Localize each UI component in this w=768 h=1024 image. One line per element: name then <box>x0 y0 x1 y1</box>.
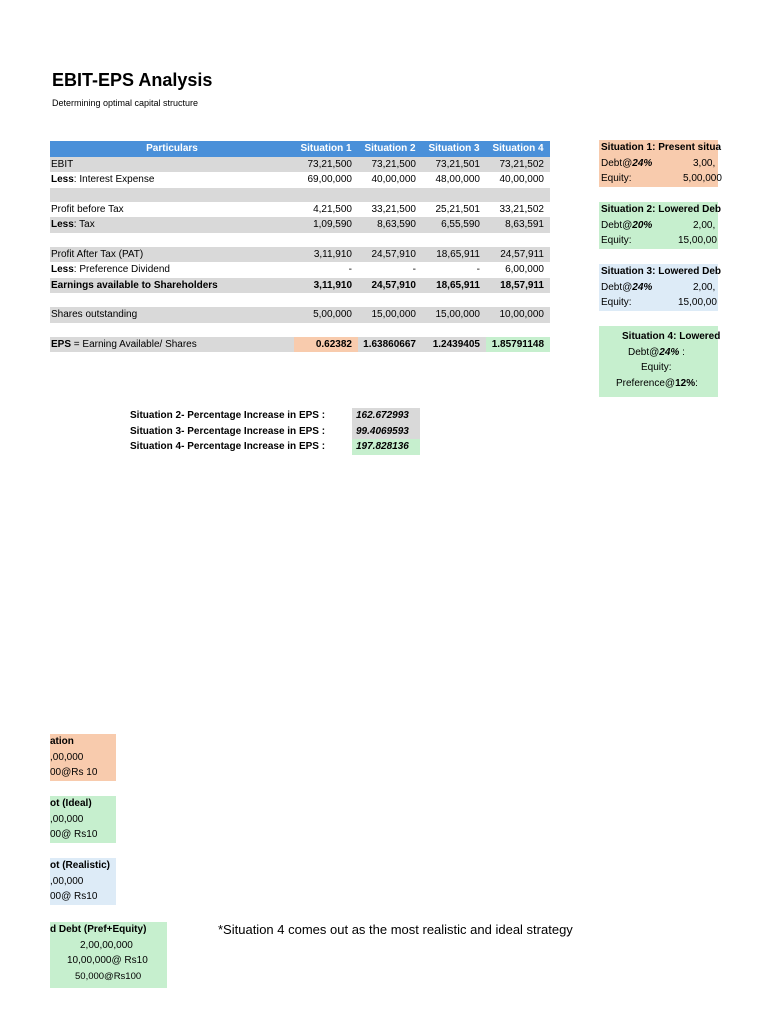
column-header: Situation 4 <box>486 141 550 157</box>
page-title: EBIT-EPS Analysis <box>52 70 213 90</box>
box-equity-line: Equity: 15,00,00 <box>601 235 717 246</box>
table-row-eps <box>50 337 550 353</box>
ebit-eps-table <box>50 141 550 352</box>
table-cell: 6,55,590 <box>422 217 486 233</box>
situation-2-continued-box <box>50 796 116 843</box>
eps-cell: 1.85791148 <box>486 337 550 353</box>
table-cell: 25,21,501 <box>435 203 480 215</box>
table-cell: 73,21,500 <box>358 157 422 173</box>
box-line: 50,000@Rs100 <box>75 970 142 982</box>
row-label: EBIT <box>50 157 294 173</box>
table-cell: 73,21,500 <box>294 157 358 173</box>
column-header: Particulars <box>50 141 294 157</box>
box-line: ,00,000 <box>50 813 84 825</box>
situation-1-continued-box <box>50 734 116 781</box>
table-row-pat <box>50 247 550 263</box>
table-row-blank <box>50 323 550 337</box>
increase-value: 197.828136 <box>352 439 420 455</box>
increase-label: Situation 3- Percentage Increase in EPS : <box>130 425 326 437</box>
table-cell: 18,65,911 <box>422 247 486 263</box>
box-title: d Debt (Pref+Equity) <box>50 924 147 935</box>
increase-label: Situation 2- Percentage Increase in EPS : <box>130 410 326 422</box>
box-line: ,00,000 <box>50 751 84 763</box>
box-equity-line: Equity: <box>641 362 672 373</box>
row-label: Earnings available to Shareholders <box>50 278 294 294</box>
increase-value: 162.672993 <box>352 408 420 424</box>
column-header: Situation 3 <box>422 141 486 157</box>
table-cell: 69,00,000 <box>307 174 352 186</box>
box-preference-line: Preference@12%: <box>616 377 698 389</box>
table-cell: 18,65,911 <box>422 278 486 294</box>
box-title: ot (Realistic) <box>50 860 111 871</box>
row-label: EPS = Earning Available/ Shares <box>50 337 294 353</box>
box-line: 2,00,00,000 <box>80 939 133 951</box>
box-title: Situation 4: Lowered <box>622 331 721 342</box>
row-label: Less: Interest Expense <box>51 174 155 186</box>
situation-4-continued-box <box>50 922 167 988</box>
table-row-blank <box>50 233 550 247</box>
box-equity-line: Equity: 5,00,000 <box>601 173 722 184</box>
increase-row <box>128 408 420 424</box>
table-cell: 40,00,000 <box>371 174 416 186</box>
column-header: Situation 2 <box>358 141 422 157</box>
box-title: Situation 2: Lowered Deb <box>601 204 722 215</box>
situation-3-continued-box <box>50 858 116 905</box>
table-cell: 48,00,000 <box>435 174 480 186</box>
box-debt-line: Debt@24% 2,00, <box>601 281 716 293</box>
increase-label: Situation 4- Percentage Increase in EPS : <box>130 441 326 453</box>
table-cell: 33,21,500 <box>371 203 416 215</box>
table-cell: - <box>348 264 352 276</box>
table-cell: 33,21,502 <box>499 203 544 215</box>
table-cell: 40,00,000 <box>499 174 544 186</box>
increase-row <box>128 439 420 455</box>
table-row-preference-dividend <box>50 262 550 278</box>
table-row-tax <box>50 217 550 233</box>
box-line: ,00,000 <box>50 875 84 887</box>
eps-increase-table <box>128 408 420 455</box>
box-line: 00@ Rs10 <box>50 829 98 840</box>
box-debt-line: Debt@24% : <box>628 346 685 358</box>
box-title: Situation 3: Lowered Deb <box>601 266 722 277</box>
eps-cell: 1.63860667 <box>358 337 422 353</box>
table-cell: 10,00,000 <box>486 307 550 323</box>
table-cell: 1,09,590 <box>294 217 358 233</box>
conclusion-note: *Situation 4 comes out as the most realistic and ideal strategy <box>218 922 573 937</box>
box-line: 10,00,000@ Rs10 <box>67 955 148 966</box>
box-title: ation <box>50 736 74 747</box>
box-debt-line: Debt@20% 2,00, <box>601 219 716 231</box>
situation-1-box <box>599 140 722 187</box>
row-label: Profit before Tax <box>51 203 124 215</box>
table-cell: 73,21,501 <box>422 157 486 173</box>
eps-cell: 1.2439405 <box>422 337 486 353</box>
row-label: Shares outstanding <box>50 307 294 323</box>
box-debt-line: Debt@24% 3,00, <box>601 157 716 169</box>
table-cell: 24,57,910 <box>358 247 422 263</box>
page-subtitle: Determining optimal capital structure <box>52 98 199 108</box>
table-cell: 4,21,500 <box>313 203 352 215</box>
box-title: ot (Ideal) <box>50 798 92 809</box>
table-cell: 73,21,502 <box>486 157 550 173</box>
table-cell: 15,00,000 <box>422 307 486 323</box>
table-row-earnings <box>50 278 550 294</box>
table-cell: 15,00,000 <box>358 307 422 323</box>
situation-4-box <box>599 326 721 397</box>
table-cell: - <box>412 264 416 276</box>
table-cell: 3,11,910 <box>294 278 358 294</box>
box-line: 00@ Rs10 <box>50 891 98 902</box>
table-cell: - <box>476 264 480 276</box>
eps-cell: 0.62382 <box>294 337 358 353</box>
table-cell: 5,00,000 <box>294 307 358 323</box>
box-line: 00@Rs 10 <box>50 767 98 778</box>
situation-3-box <box>599 264 722 311</box>
increase-row <box>128 424 420 440</box>
increase-value: 99.4069593 <box>352 424 420 440</box>
row-label: Profit After Tax (PAT) <box>50 247 294 263</box>
table-header-row <box>50 141 550 157</box>
table-cell: 6,00,000 <box>505 264 544 276</box>
table-cell: 8,63,591 <box>486 217 550 233</box>
table-row-ebit <box>50 157 550 173</box>
table-cell: 8,63,590 <box>358 217 422 233</box>
table-row-blank <box>50 293 550 307</box>
table-cell: 18,57,911 <box>486 278 550 294</box>
row-label: Less: Tax <box>50 217 294 233</box>
row-label: Less: Preference Dividend <box>51 264 170 276</box>
table-cell: 24,57,911 <box>486 247 550 263</box>
box-title: Situation 1: Present situa <box>601 142 722 153</box>
situation-2-box <box>599 202 722 249</box>
box-equity-line: Equity: 15,00,00 <box>601 297 717 308</box>
table-row-shares <box>50 307 550 323</box>
table-row-blank <box>50 188 550 202</box>
table-row-interest <box>50 172 550 188</box>
table-cell: 3,11,910 <box>294 247 358 263</box>
table-row-pbt <box>50 202 550 218</box>
table-cell: 24,57,910 <box>358 278 422 294</box>
column-header: Situation 1 <box>294 141 358 157</box>
